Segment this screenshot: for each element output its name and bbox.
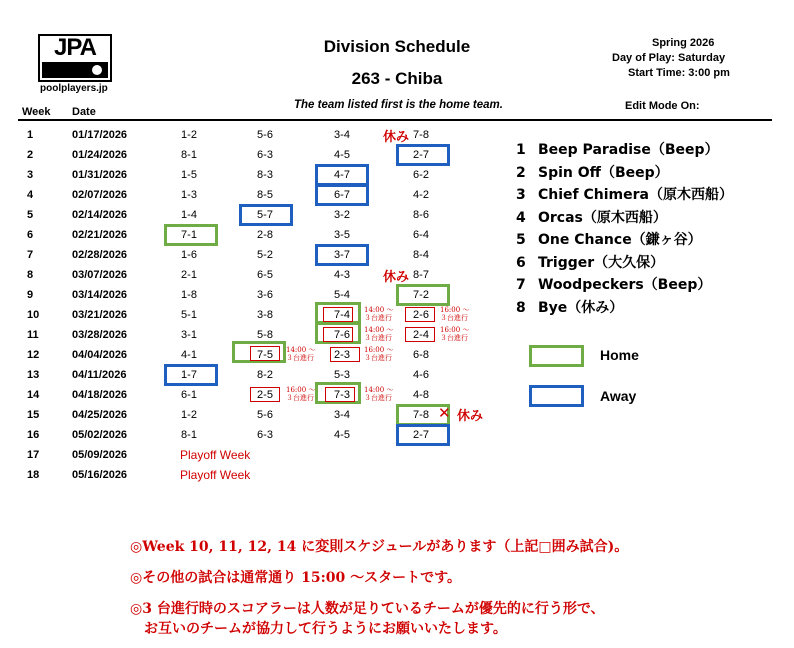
header-divider — [18, 119, 772, 121]
week-number: 18 — [27, 469, 40, 481]
week-date: 03/28/2026 — [72, 329, 128, 341]
match-cell: 2-7 — [413, 429, 429, 441]
match-cell: 7-5 — [257, 349, 273, 361]
match-cell: 4-8 — [413, 389, 429, 401]
away-box — [396, 424, 450, 446]
week-number: 16 — [27, 429, 40, 441]
match-cell: 6-7 — [334, 189, 350, 201]
match-cell: 3-5 — [334, 229, 350, 241]
time-note: 14:00 ～ ３台進行 — [364, 306, 394, 322]
match-cell: 1-8 — [181, 289, 197, 301]
match-cell: 1-2 — [181, 409, 197, 421]
week-number: 9 — [27, 289, 34, 301]
week-date: 03/21/2026 — [72, 309, 128, 321]
week-number: 4 — [27, 189, 34, 201]
page-title: Division Schedule — [323, 37, 471, 56]
match-cell: 4-2 — [413, 189, 429, 201]
footer-note-2: ◎その他の試合は通常通り 15:00 ～スタートです。 — [130, 570, 461, 586]
team-name: Orcas（原木西船） — [538, 209, 667, 226]
division-name: 263 - Chiba — [351, 69, 443, 88]
match-cell: 7-4 — [334, 309, 350, 321]
away-legend-label: Away — [600, 388, 637, 404]
day-of-play: Day of Play: Saturday — [612, 52, 726, 64]
match-cell: 1-7 — [181, 369, 197, 381]
match-cell: 8-3 — [257, 169, 273, 181]
logo-url: poolplayers.jp — [40, 83, 108, 94]
match-cell: 6-4 — [413, 229, 429, 241]
time-note: 14:00 ～ ３台進行 — [286, 346, 316, 362]
team-entry — [516, 297, 623, 317]
match-cell: 5-7 — [257, 209, 273, 221]
week-date: 02/07/2026 — [72, 189, 128, 201]
time-note: 16:00 ～ ３台進行 — [286, 386, 316, 402]
week-date: 01/17/2026 — [72, 129, 128, 141]
match-cell: 4-5 — [334, 429, 350, 441]
week-number: 15 — [27, 409, 40, 421]
match-cell: 1-4 — [181, 209, 197, 221]
match-cell: 1-2 — [181, 129, 197, 141]
match-cell: 5-4 — [334, 289, 350, 301]
week-number: 13 — [27, 369, 40, 381]
match-cell: 8-1 — [181, 149, 197, 161]
match-cell: 5-2 — [257, 249, 273, 261]
footer-note-3: ◎3 台進行時のスコアラーは人数が足りているチームが優先的に行う形で、 — [130, 601, 605, 617]
team-number: 4 — [516, 209, 526, 226]
home-team-note: The team listed first is the home team. — [294, 99, 503, 111]
match-cell: 5-1 — [181, 309, 197, 321]
col-date-header: Date — [72, 106, 96, 118]
week-number: 7 — [27, 249, 34, 261]
week-number: 17 — [27, 449, 40, 461]
match-cell: 3-1 — [181, 329, 197, 341]
variant-match-box — [330, 347, 360, 362]
playoff-label: Playoff Week — [180, 448, 251, 462]
variant-match-box — [323, 307, 353, 322]
team-number: 6 — [516, 254, 526, 271]
match-cell: 7-8 — [413, 409, 429, 421]
match-cell: 2-4 — [413, 329, 429, 341]
team-number: 1 — [516, 142, 526, 158]
variant-match-box — [405, 307, 435, 322]
team-name: Spin Off（Beep） — [538, 164, 669, 181]
variant-match-box — [250, 346, 280, 361]
team-name: Trigger（大久保） — [538, 254, 665, 271]
match-cell: 1-6 — [181, 249, 197, 261]
team-entry — [516, 207, 667, 227]
time-note: 14:00 ～ ３台進行 — [364, 326, 394, 342]
week-date: 02/14/2026 — [72, 209, 128, 221]
team-name: Chief Chimera（原木西船） — [538, 187, 733, 203]
match-cell: 2-7 — [413, 149, 429, 161]
team-entry — [516, 274, 711, 294]
match-cell: 7-8 — [413, 129, 429, 141]
match-cell: 3-2 — [334, 209, 350, 221]
team-entry — [516, 229, 702, 249]
week-number: 10 — [27, 309, 40, 321]
home-box — [396, 284, 450, 306]
time-note: 16:00 ～ ３台進行 — [440, 326, 470, 342]
week-date: 04/04/2026 — [72, 349, 128, 361]
match-cell: 6-1 — [181, 389, 197, 401]
match-cell: 8-2 — [257, 369, 273, 381]
match-cell: 5-3 — [334, 369, 350, 381]
home-legend-swatch — [529, 345, 584, 367]
match-cell: 2-8 — [257, 229, 273, 241]
match-cell: 2-1 — [181, 269, 197, 281]
time-note: 14:00 ～ ３台進行 — [364, 386, 394, 402]
team-entry — [516, 162, 669, 182]
match-cell: 6-3 — [257, 149, 273, 161]
week-number: 5 — [27, 209, 34, 221]
team-number: 5 — [516, 232, 526, 248]
bye-marker: 休み — [457, 409, 484, 424]
match-cell: 2-5 — [257, 389, 273, 401]
time-note: 16:00 ～ ３台進行 — [364, 346, 394, 362]
match-cell: 1-5 — [181, 169, 197, 181]
match-cell: 5-6 — [257, 129, 273, 141]
team-number: 2 — [516, 164, 526, 181]
match-cell: 7-3 — [334, 389, 350, 401]
start-time: Start Time: 3:00 pm — [628, 67, 730, 79]
playoff-label: Playoff Week — [180, 468, 251, 482]
match-cell: 3-8 — [257, 309, 273, 321]
team-number: 3 — [516, 187, 526, 203]
match-cell: 3-4 — [334, 409, 350, 421]
week-date: 04/25/2026 — [72, 409, 128, 421]
season: Spring 2026 — [652, 37, 715, 49]
footer-note-1: ◎Week 10, 11, 12, 14 に変則スケジュールがあります（上記□囲み試合)。 — [130, 539, 629, 555]
week-date: 03/07/2026 — [72, 269, 128, 281]
week-date: 05/16/2026 — [72, 469, 128, 481]
match-cell: 8-4 — [413, 249, 429, 261]
variant-match-box — [325, 387, 355, 402]
match-cell: 2-6 — [413, 309, 429, 321]
team-name: Bye（休み） — [538, 299, 624, 316]
home-legend-label: Home — [600, 347, 639, 363]
match-cell: 8-5 — [257, 189, 273, 201]
jpa-logo — [38, 34, 112, 82]
match-cell: 3-6 — [257, 289, 273, 301]
match-cell: 4-7 — [334, 169, 350, 181]
team-number: 8 — [516, 299, 526, 316]
match-cell: 7-1 — [181, 229, 197, 241]
week-number: 1 — [27, 129, 34, 141]
away-box — [164, 364, 218, 386]
match-cell: 7-2 — [413, 289, 429, 301]
week-date: 04/18/2026 — [72, 389, 128, 401]
week-date: 04/11/2026 — [72, 369, 127, 381]
week-number: 6 — [27, 229, 34, 241]
away-box — [315, 164, 369, 186]
away-box — [315, 244, 369, 266]
week-date: 05/02/2026 — [72, 429, 128, 441]
away-legend-swatch — [529, 385, 584, 407]
match-cell: 8-6 — [413, 209, 429, 221]
bye-marker: 休み — [383, 270, 410, 285]
match-cell: 8-7 — [413, 269, 429, 281]
variant-match-box — [250, 387, 280, 402]
home-box — [164, 224, 218, 246]
team-entry — [516, 139, 719, 159]
week-date: 02/21/2026 — [72, 229, 128, 241]
week-date: 01/31/2026 — [72, 169, 128, 181]
team-entry — [516, 252, 664, 272]
team-entry — [516, 184, 733, 204]
match-cell: 4-6 — [413, 369, 429, 381]
match-cell: 5-6 — [257, 409, 273, 421]
away-box — [239, 204, 293, 226]
match-cell: 4-1 — [181, 349, 197, 361]
variant-match-box — [405, 327, 435, 342]
week-number: 2 — [27, 149, 34, 161]
match-cell: 5-8 — [257, 329, 273, 341]
time-note: 16:00 ～ ３台進行 — [440, 306, 470, 322]
team-number: 7 — [516, 277, 526, 293]
team-name: Woodpeckers（Beep） — [538, 277, 712, 293]
week-number: 12 — [27, 349, 40, 361]
week-date: 02/28/2026 — [72, 249, 128, 261]
team-name: One Chance（鎌ヶ谷） — [538, 232, 702, 248]
away-box — [396, 144, 450, 166]
edit-mode: Edit Mode On: — [625, 100, 700, 112]
week-number: 3 — [27, 169, 34, 181]
week-date: 03/14/2026 — [72, 289, 128, 301]
match-cell: 7-6 — [334, 329, 350, 341]
match-cell: 3-7 — [334, 249, 350, 261]
match-cell: 3-4 — [334, 129, 350, 141]
week-number: 8 — [27, 269, 34, 281]
match-cell: 4-5 — [334, 149, 350, 161]
col-week-header: Week — [22, 106, 51, 118]
team-name: Beep Paradise（Beep） — [538, 142, 719, 158]
away-box — [315, 184, 369, 206]
cue-ball-icon — [92, 65, 102, 75]
match-cell: 4-3 — [334, 269, 350, 281]
week-date: 05/09/2026 — [72, 449, 128, 461]
footer-note-4: お互いのチームが協力して行うようにお願いいたします。 — [130, 621, 507, 637]
cross-icon: ✕ — [438, 404, 451, 422]
week-number: 11 — [27, 329, 39, 341]
match-cell: 1-3 — [181, 189, 197, 201]
logo-text: JPA — [54, 34, 96, 61]
match-cell: 6-5 — [257, 269, 273, 281]
variant-match-box — [323, 327, 353, 342]
match-cell: 2-3 — [334, 349, 350, 361]
match-cell: 6-8 — [413, 349, 429, 361]
match-cell: 6-2 — [413, 169, 429, 181]
bye-marker: 休み — [383, 130, 410, 145]
week-number: 14 — [27, 389, 40, 401]
match-cell: 6-3 — [257, 429, 273, 441]
match-cell: 8-1 — [181, 429, 197, 441]
week-date: 01/24/2026 — [72, 149, 128, 161]
